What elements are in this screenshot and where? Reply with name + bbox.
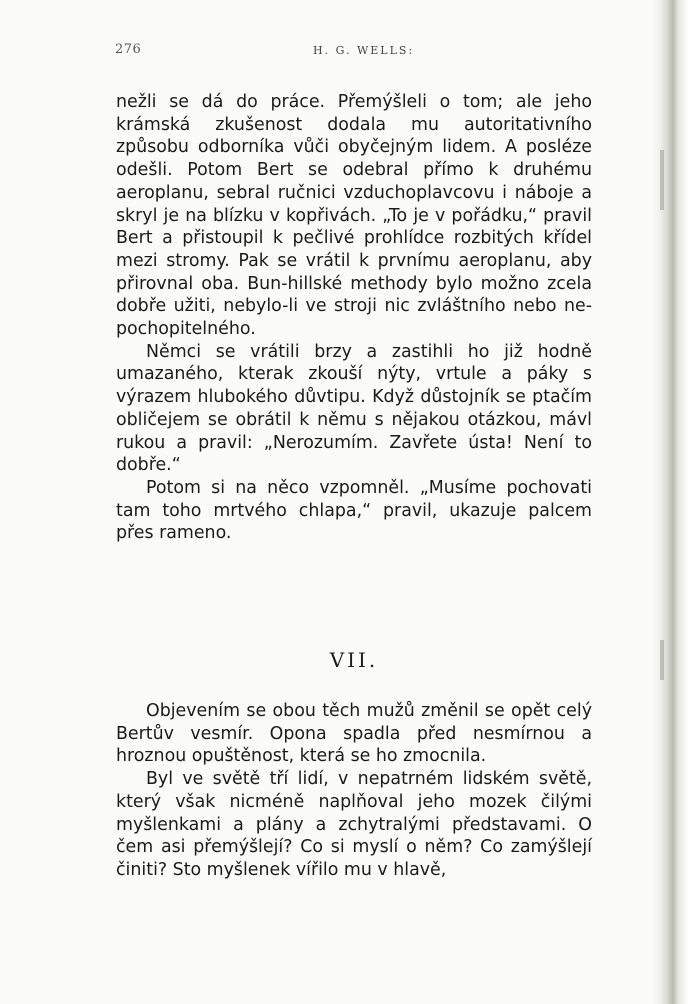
paragraph: Objevením se obou těch mužů změnil se opět celý Bertův vesmír. Opona spadla před nesmírnou a hroznou opuštěnost, která se ho zmocnila.	[116, 701, 592, 767]
paragraph: Němci se vrátili brzy a zastihli ho již hodně umazaného, kterak zkouší nýty, vrtule a páky s výrazem hlubokého důvtipu. Když důstojník se ptačím obličejem se obrátil k němu s nějakou otázkou, mávl rukou a pravil: „Nerozumím. Zavřete ústa! Není to dobře.“	[116, 341, 592, 476]
paragraph: Byl ve světě tří lidí, v nepatrném lidském světě, který však nicméně naplňoval jeho mozek čilými myšlenkami a plány a zchytralými představami. O čem asi přemýšlejí? Co si myslí o něm? Co zamýšlejí činiti? Sto myšlenek vířilo mu v hlavě,	[116, 769, 592, 880]
spine-shadow	[660, 150, 664, 210]
page-number: 276	[115, 42, 142, 57]
text-block-lower	[116, 700, 592, 882]
spine-shadow	[660, 640, 664, 680]
book-spine-edge	[650, 0, 688, 1004]
paragraph: nežli se dá do práce. Přemýšleli o tom; ale jeho krámská zkušenost dodala mu autoritativního způsobu odborníka vůči obyčejným lidem. A posléze odešli. Potom Bert se odebral přímo k druhému aeroplanu, sebral ručnici vzduchoplavcovu i náboje a skryl je na blízku v kopřivách. „To je v pořádku,“ pravil Bert a přistoupil k pečlivé prohlídce rozbitých křídel mezi stromy. Pak se vrátil k prvnímu aeroplanu, aby přirovnal oba. Bun-hillské methody bylo možno zcela dobře užiti, nebylo-li ve stroji nic zvláštního nebo nepochopitelného.	[116, 92, 592, 340]
chapter-heading: VII.	[329, 648, 379, 672]
running-head: H. G. WELLS:	[313, 44, 415, 57]
paragraph: Potom si na něco vzpomněl. „Musíme pochovati tam toho mrtvého chlapa,“ pravil, ukazuje palcem přes rameno.	[116, 477, 592, 544]
text-block-upper	[116, 91, 592, 545]
page-header	[115, 42, 595, 62]
